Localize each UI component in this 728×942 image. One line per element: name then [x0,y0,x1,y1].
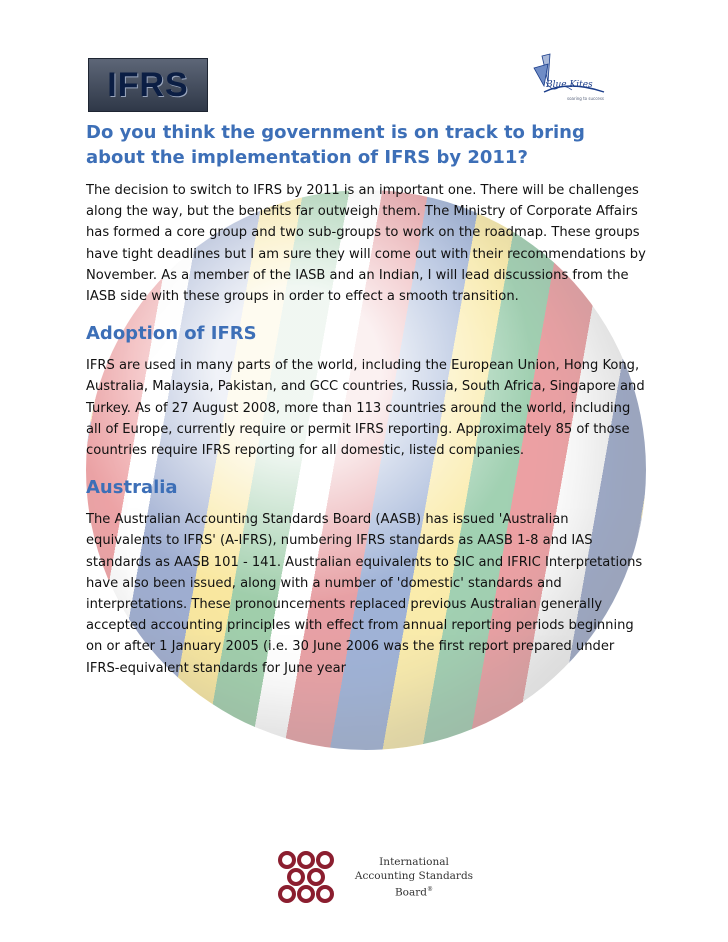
iasb-line-3 [344,883,484,900]
section-body-australia: The Australian Accounting Standards Board (AASB) has issued 'Australian equivalents to IFRS' (A-IFRS), numbering IFRS standards as AASB 1-8 and IAS standards as AASB 101 - 141. Australian equivalents to SIC and IFRIC Interpretations have also been issued, along with a number of 'domestic' standards and interpretations. These pronouncements replaced previous Australian generally accepted accounting principles with effect from annual reporting periods beginning on or after 1 January 2005 (i.e. 30 June 2006 was the first report prepared under IFRS-equivalent standards for June year [86,512,643,676]
blue-kites-name: Blue Kites [546,80,593,90]
iasb-line-2: Accounting Standards [354,870,474,882]
iasb-hexagon-logo-icon [271,850,341,906]
section-body-adoption: IFRS are used in many parts of the world, including the European Union, Hong Kong, Australia, Malaysia, Pakistan, and GCC countries, Russia, South Africa, Singapore and Turkey. As of 27 August 2008, more than 113 countries around the world, including all of Europe, currently require or permit IFRS reporting. Approximately 85 of those countries require IFRS reporting for all domestic, listed companies. [86,358,645,459]
section-heading-ifrs-2011: Do you think the government is on track to bring about the implementation of IFRS by 2011? [86,122,585,168]
section-body-ifrs-2011: The decision to switch to IFRS by 2011 is an important one. There will be challenges along the way, but the benefits far outweigh them. The Ministry of Corporate Affairs has formed a core group and two sub-groups to work on the roadmap. These groups have tight deadlines but I am sure they will come out with their recommendations by November. As a member of the IASB and an Indian, I will lead discussions from the IASB side with these groups in order to effect a smooth transition. [86,183,646,305]
article-body [86,120,646,693]
section-heading-adoption: Adoption of IFRS [86,323,257,345]
iasb-board-word: Board [394,886,428,899]
iasb-wordmark [344,855,484,900]
blue-kites-tagline: soaring to success [567,96,605,101]
iasb-line-1: International [379,856,449,868]
registered-mark: ® [427,886,434,893]
section-heading-australia: Australia [86,477,178,499]
ifrs-logo-text: IFRS [107,65,189,104]
ifrs-logo-icon [88,58,208,112]
